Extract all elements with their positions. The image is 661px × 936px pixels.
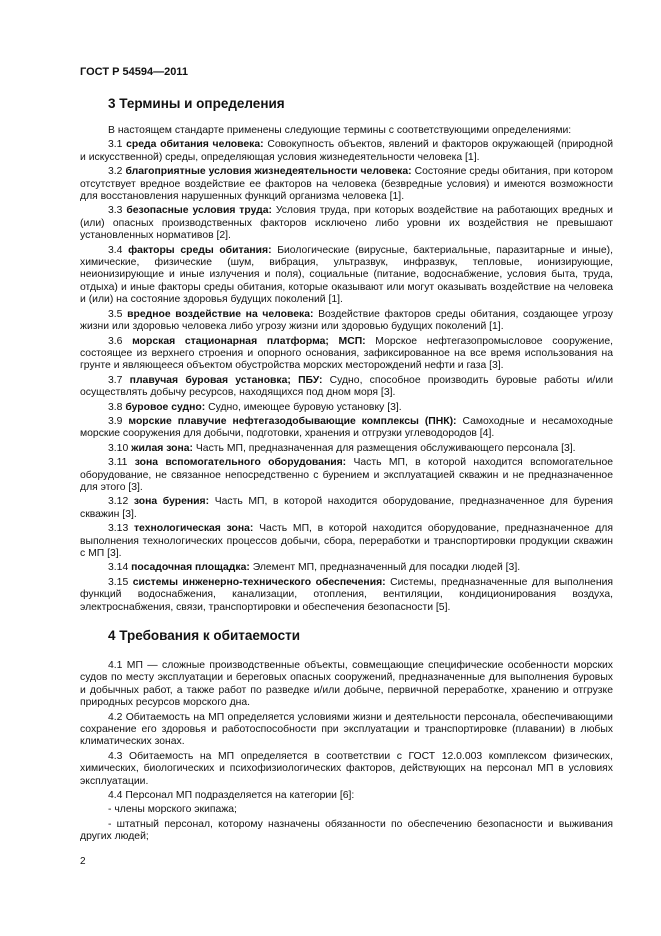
page-number: 2 (80, 856, 86, 867)
term-name: безопасные условия труда: (126, 205, 272, 217)
term-name: среда обитания человека: (126, 139, 264, 151)
term-name: вредное воздействие на человека: (127, 308, 314, 320)
term-definition (80, 205, 613, 242)
term-text: Системы, предназначенные для выполнения функций водоснабжения, канализации, отопления, вентиляции, кондиционирования воздуха, электроснабжения, связи, транспортировки и обеспечения безопасности [5]. (80, 576, 614, 613)
term-number: 3.12 (108, 496, 129, 508)
term-number: 3.6 (108, 335, 123, 347)
term-text: Судно, способное производить буровые работы и/или осуществлять добычу ресурсов, находящихся под дном моря [3]. (80, 374, 613, 399)
term-definition (80, 416, 613, 441)
term-definition (80, 309, 613, 334)
term-name: системы инженерно-технического обеспечения: (132, 576, 386, 588)
section-3-body (80, 125, 613, 616)
term-text: Судно, имеющее буровую установку [3]. (208, 401, 402, 413)
term-name: плавучая буровая установка; ПБУ: (129, 374, 323, 386)
term-text: Состояние среды обитания, при котором отсутствует вредное воздействие ее факторов на человека (безвредные условия) и имеются возможности для восстановления нарушенных функций организма человека [1]. (80, 166, 613, 203)
term-number: 3.5 (108, 308, 123, 320)
section-4-paragraph: 4.2 Обитаемость на МП определяется условиями жизни и деятельности персонала, обеспечивающими сохранение его здоровья и работоспособности при эксплуатации и транспортировке (плавании) в любых климатических зонах. (80, 711, 613, 748)
term-text: Воздействие факторов среды обитания, создающее угрозу жизни или здоровью человека либо угрозу жизни или здоровью будущих поколений [1]. (80, 308, 613, 333)
term-name: факторы среды обитания: (128, 244, 272, 256)
section-3-title: 3 Термины и определения (108, 96, 285, 111)
terms-list (80, 139, 613, 614)
term-name: зона вспомогательного оборудования: (134, 457, 347, 469)
term-name: жилая зона: (131, 442, 193, 454)
term-text: Самоходные и несамоходные морские сооружения для добычи, подготовки, хранения и отгрузки углеводородов [4]. (80, 415, 614, 440)
term-name: морские плавучие нефтегазодобывающие комплексы (ПНК): (128, 415, 457, 427)
section-4-paragraph: 4.4 Персонал МП подразделяется на категории [6]: (108, 790, 355, 802)
term-text: Морское нефтегазопромысловое сооружение, состоящее из верхнего строения и опорного основания, зафиксированное на все время использования на грунте и являющееся объектом обустройства морских месторождений нефти и газа [3]. (80, 335, 613, 372)
term-number: 3.1 (108, 139, 123, 151)
term-name: благоприятные условия жизнедеятельности человека: (125, 166, 412, 178)
term-definition (80, 166, 613, 203)
term-text: Часть МП, в которой находится оборудование, предназначенное для бурения скважин [3]. (80, 496, 614, 520)
term-number: 3.4 (108, 244, 123, 256)
term-text: Элемент МП, предназначенный для посадки людей [3]. (252, 562, 521, 574)
term-number: 3.10 (108, 442, 129, 454)
term-definition (80, 402, 613, 414)
section-3-intro: В настоящем стандарте применены следующие термины с соответствующими определениями: (108, 125, 572, 136)
term-name: буровое судно: (125, 401, 206, 413)
term-definition (80, 139, 613, 164)
term-number: 3.7 (108, 374, 123, 386)
section-4-paragraph: - штатный персонал, которому назначены обязанности по обеспечению безопасности и выживания других людей; (80, 818, 613, 843)
term-definition (80, 496, 613, 521)
term-number: 3.15 (108, 576, 129, 588)
term-definition (80, 443, 613, 455)
term-definition (80, 457, 613, 494)
term-number: 3.8 (108, 401, 123, 413)
term-number: 3.11 (108, 457, 128, 469)
term-text: Условия труда, при которых воздействие на работающих вредных и (или) опасных производственных факторов исключено либо уровни их воздействия не превышают установленных нормативов [2]. (80, 205, 613, 242)
term-text: Часть МП, в которой находится оборудование, предназначенное для выполнения технологических процессов добычи, сбора, переработки и транспортировки продукции скважин с МП [3]. (80, 523, 613, 559)
term-name: посадочная площадка: (131, 562, 250, 574)
term-definition (80, 577, 613, 614)
term-definition (80, 523, 613, 560)
term-name: зона бурения: (133, 496, 210, 508)
section-4-paragraph: 4.1 МП — сложные производственные объекты, совмещающие специфические особенности морских судов по месту эксплуатации и береговых опасных сооружений, предназначенные для выполнения буровых и добычных работ, а также работ по разведке и/или добыче, первичной переработке, хранению и отгрузке природных ресурсов морского дна. (80, 660, 613, 709)
term-text: Часть МП, в которой находится вспомогательное оборудование, не связанное непосредственно с бурением и эксплуатацией скважин и не предназначенное для этого [3]. (80, 457, 614, 493)
term-number: 3.3 (108, 205, 123, 217)
term-name: технологическая зона: (133, 523, 254, 535)
section-4-paragraph: 4.3 Обитаемость на МП определяется в соответствии с ГОСТ 12.0.003 комплексом физических, химических, биологических и психофизиологических факторов, действующих на персонал МП в условиях эксплуатации. (80, 750, 613, 787)
term-number: 3.2 (108, 166, 123, 178)
term-text: Совокупность объектов, явлений и факторов окружающей (природной и искусственной) среды, определяющая условия жизнедеятельности человека [1]. (80, 139, 613, 163)
term-definition (80, 375, 613, 400)
term-definition (80, 245, 613, 307)
term-number: 3.14 (108, 562, 129, 574)
term-number: 3.9 (108, 415, 123, 427)
section-4-paragraph: - члены морского экипажа; (108, 804, 237, 816)
term-text: Биологические (вирусные, бактериальные, паразитарные и иные), химические, физические (шум, вибрация, ультразвук, инфразвук, тепловые, ионизирующие, неионизирующие и иные излучения и поля), социальные (питание, водоснабжение, условия быта, труда, отдыха) и иные факторы среды обитания, которые оказывают или могут оказывать воздействие на человека и (или) на состояние здоровья будущих поколений [1]. (80, 244, 614, 306)
section-4-title: 4 Требования к обитаемости (108, 628, 300, 643)
document-header: ГОСТ Р 54594—2011 (80, 66, 188, 78)
term-number: 3.13 (108, 523, 129, 535)
section-4-body (80, 660, 613, 846)
term-definition (80, 336, 613, 373)
term-text: Часть МП, предназначенная для размещения обслуживающего персонала [3]. (195, 442, 576, 454)
term-name: морская стационарная платформа; МСП: (132, 335, 366, 347)
term-definition (80, 562, 613, 574)
